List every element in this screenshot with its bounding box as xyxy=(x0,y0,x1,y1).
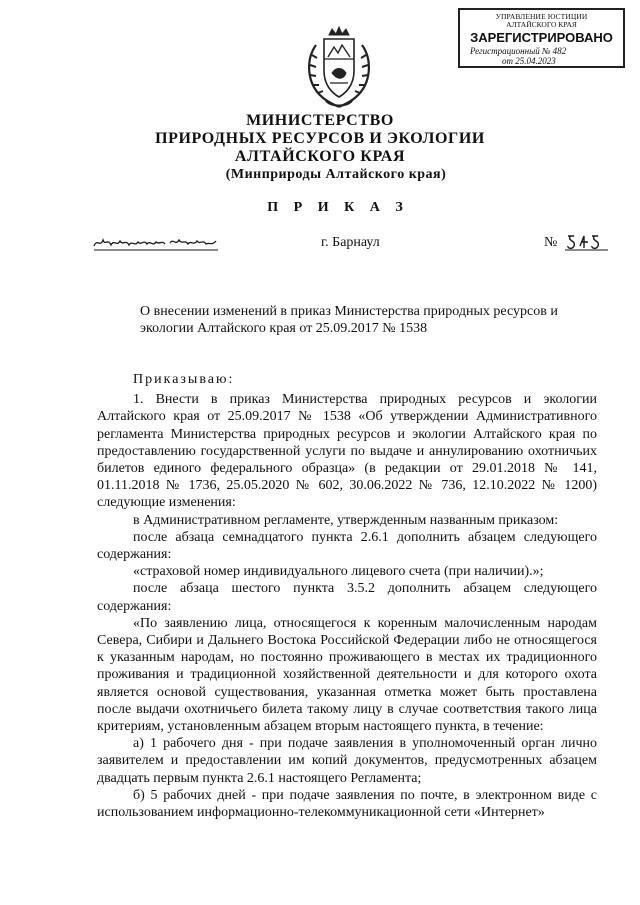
body-paragraph: в Административном регламенте, утвержденным названным приказом: xyxy=(133,512,559,528)
body-paragraph: Приказываю: xyxy=(133,372,235,387)
body-paragraph: «страховой номер индивидуального лицевого счета (при наличии).»; xyxy=(133,564,544,580)
handwritten-date-signature xyxy=(92,230,222,254)
city: г. Барнаул xyxy=(321,235,380,250)
order-subject: О внесении изменений в приказ Министерства природных ресурсов и экологии Алтайского края от 25.09.2017 № 1538 xyxy=(140,304,558,336)
ministry-short-name: (Минприроды Алтайского края) xyxy=(225,167,447,182)
stamp-authority-line1: УПРАВЛЕНИЕ ЮСТИЦИИ xyxy=(495,12,588,21)
handwritten-order-number xyxy=(564,230,610,254)
number-label: № xyxy=(544,235,558,250)
ministry-title-line1: МИНИСТЕРСТВО xyxy=(246,112,394,129)
registration-stamp xyxy=(458,8,625,68)
ministry-title-line3: АЛТАЙСКОГО КРАЯ xyxy=(234,148,406,165)
body-paragraph: после абзаца шестого пункта 3.5.2 дополнить абзацем следующего содержания: xyxy=(97,581,597,614)
order-body xyxy=(97,371,597,821)
ministry-title-line2: ПРИРОДНЫХ РЕСУРСОВ И ЭКОЛОГИИ xyxy=(155,130,485,147)
document-type: П Р И К А З xyxy=(267,200,409,215)
stamp-reg-number: Регистрационный № 482 xyxy=(470,46,567,56)
coat-of-arms-icon xyxy=(302,25,376,113)
stamp-status: ЗАРЕГИСТРИРОВАНО xyxy=(470,30,613,45)
body-paragraph: б) 5 рабочих дней - при подаче заявления по почте, в электронном виде с использованием информационно-телекоммуникационной сети «Интернет» xyxy=(97,787,597,821)
stamp-authority-line2: АЛТАЙСКОГО КРАЯ xyxy=(506,20,577,29)
body-paragraph: «По заявлению лица, относящегося к коренным малочисленным народам Севера, Сибири и Дальнего Востока Российской Федерации либо не относящегося к указанным народам, но постоянно проживающего в местах их традиционного проживания и традиционной хозяйственной деятельности и для которого охота является основой существования, указанная отметка может быть проставлена после выдачи охотничьего билета такому лицу в случае соответствия такого лица критериям, установленным абзацем вторым настоящего пункта, в течение: xyxy=(97,615,597,735)
body-paragraph: а) 1 рабочего дня - при подаче заявления в уполномоченный орган лично заявителем и предоставлении им копий документов, предусмотренных абзацем двадцать первым пункта 2.6.1 настоящего Регламента; xyxy=(97,736,597,786)
body-paragraph: после абзаца семнадцатого пункта 2.6.1 дополнить абзацем следующего содержания: xyxy=(97,529,597,563)
stamp-reg-date: от 25.04.2023 xyxy=(502,56,556,66)
body-paragraph: 1. Внести в приказ Министерства природных ресурсов и экологии Алтайского края от 25.09.2017 № 1538 «Об утверждении Административного регламента Министерства природных ресурсов и экологии Алтайского края по предоставлению государственной услуги по выдаче и аннулированию охотничьих билетов единого федерального образца» (в редакции от 29.01.2018 № 141, 01.11.2018 № 1736, 25.05.2020 № 602, 30.06.2022 № 736, 12.10.2022 № 1200) следующие изменения: xyxy=(97,392,597,511)
